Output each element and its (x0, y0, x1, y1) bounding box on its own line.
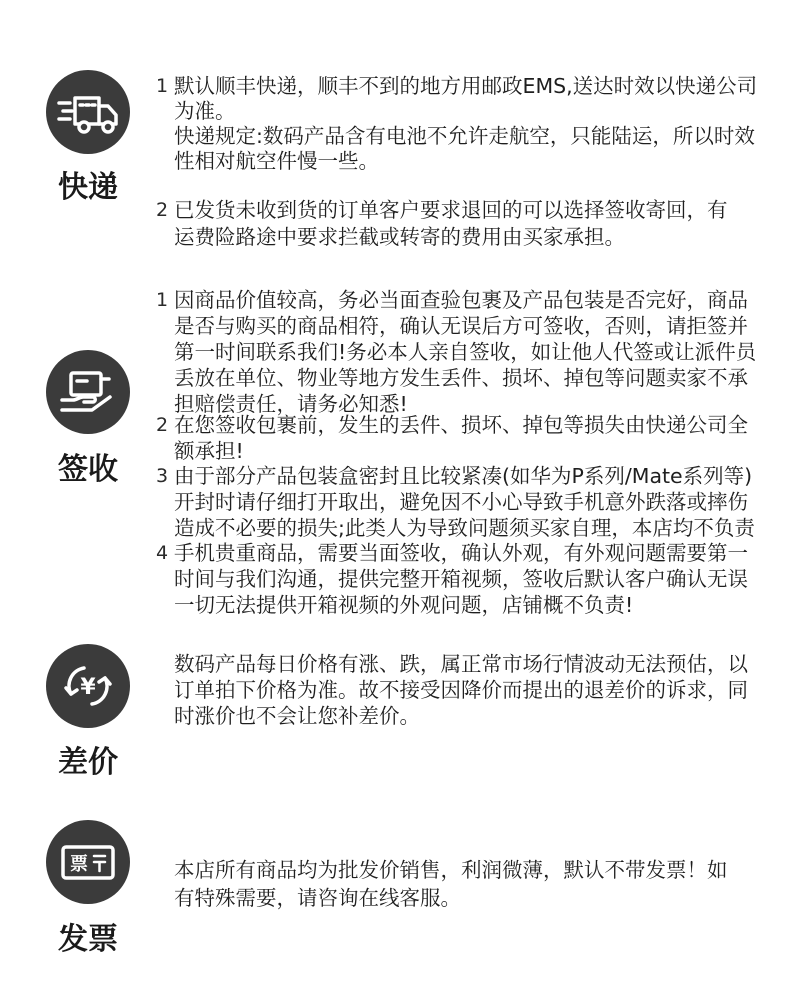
item-line: 本店所有商品均为批发价销售，利润微薄，默认不带发票！如 (174, 858, 728, 882)
policy-item (156, 463, 776, 541)
item-line: 手机贵重商品，需要当面签收，确认外观，有外观问题需要第一 (174, 541, 748, 565)
policy-item (156, 856, 776, 912)
item-line: 造成不必要的损失;此类人为导致问题须买家自理，本店均不负责 (174, 516, 755, 540)
item-line: 开封时请仔细打开取出，避免因不小心导致手机意外跌落或摔伤 (174, 490, 748, 514)
item-line: 为准。 (174, 99, 236, 123)
policy-item (156, 412, 776, 464)
item-line: 数码产品每日价格有涨、跌，属正常市场行情波动无法预估，以 (174, 652, 748, 676)
policy-item (156, 74, 776, 174)
item-line: 因商品价值较高，务必当面查验包裹及产品包装是否完好，商品 (174, 288, 748, 312)
section-label-signing: 签收 (58, 452, 118, 487)
section-label-shipping: 快递 (58, 170, 118, 205)
item-number: 2 (156, 414, 169, 436)
item-line: 由于部分产品包装盒密封且比较紧凑(如华为P系列/Mate系列等) (174, 464, 753, 488)
policy-item (156, 540, 776, 618)
policy-item (156, 287, 776, 417)
invoice-ticket-icon (46, 820, 130, 904)
item-line: 快递规定:数码产品含有电池不允许走航空，只能陆运，所以时效 (174, 124, 755, 148)
item-line: 订单拍下价格为准。故不接受因降价而提出的退差价的诉求，同 (174, 678, 748, 702)
policy-item (156, 651, 776, 729)
item-line: 丢放在单位、物业等地方发生丢件、损坏、掉包等问题卖家不承 (174, 366, 748, 390)
invoice-glyph: 票 (70, 854, 88, 875)
item-line: 有特殊需要，请咨询在线客服。 (174, 886, 461, 910)
policy-item (156, 197, 776, 251)
item-line: 性相对航空件慢一些。 (174, 149, 379, 173)
item-number: 3 (156, 465, 169, 487)
item-line: 担赔偿责任，请务必知悉! (174, 392, 408, 416)
item-line: 额承担! (174, 439, 244, 463)
yuan-symbol: ¥ (80, 675, 96, 700)
item-line: 时涨价也不会让您补差价。 (174, 704, 420, 728)
item-line: 时间与我们沟通，提供完整开箱视频，签收后默认客户确认无误 (174, 567, 748, 591)
item-number: 2 (156, 199, 169, 221)
item-number: 1 (156, 75, 169, 97)
section-label-invoice: 发票 (58, 922, 118, 957)
section-label-price-difference: 差价 (58, 745, 118, 780)
item-line: 第一时间联系我们!务必本人亲自签收，如让他人代签或让派件员 (174, 340, 757, 364)
item-line: 运费险路途中要求拦截或转寄的费用由买家承担。 (174, 225, 625, 249)
item-number: 1 (156, 289, 169, 311)
hand-card-icon (46, 350, 130, 434)
truck-icon (46, 70, 130, 154)
item-line: 已发货未收到货的订单客户要求退回的可以选择签收寄回，有 (174, 198, 728, 222)
item-line: 一切无法提供开箱视频的外观问题，店铺概不负责! (174, 593, 634, 617)
item-line: 在您签收包裹前，发生的丢件、损坏、掉包等损失由快递公司全 (174, 413, 748, 437)
item-number: 4 (156, 542, 169, 564)
item-line: 默认顺丰快递，顺丰不到的地方用邮政EMS,送达时效以快递公司 (174, 74, 758, 98)
yuan-exchange-icon (46, 644, 130, 728)
item-line: 是否与购买的商品相符，确认无误后方可签收，否则，请拒签并 (174, 314, 748, 338)
